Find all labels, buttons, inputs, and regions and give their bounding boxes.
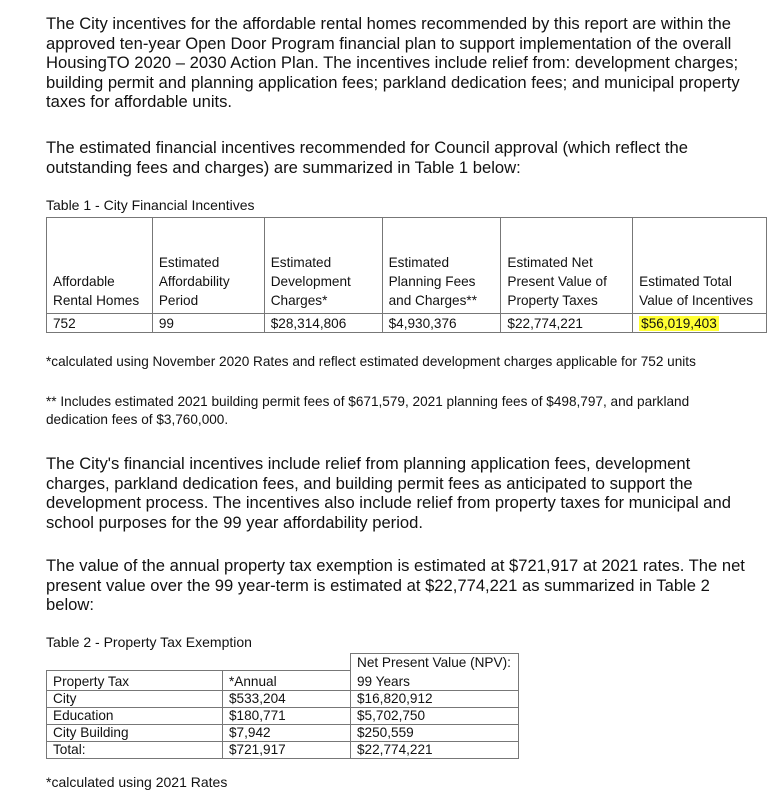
table-row	[47, 708, 519, 725]
header-property-tax: Property Tax	[47, 671, 223, 691]
row-annual: $721,917	[223, 742, 351, 759]
cell-homes: 752	[47, 314, 153, 333]
relief-paragraph: The City's financial incentives include relief from planning application fees, development charges, parkland dedication fees, and building permit fees as anticipated to support the development process. The incentives also include relief from property taxes for municipal and school purposes for the 99 year affordability period.	[46, 454, 731, 532]
header-99-years: 99 Years	[351, 671, 519, 691]
npv-header: Net Present Value (NPV):	[351, 654, 519, 671]
table-row	[47, 314, 767, 333]
row-npv: $22,774,221	[351, 742, 519, 759]
exemption-paragraph: The value of the annual property tax exemption is estimated at $721,917 at 2021 rates. The net present value over the 99 year-term is estimated at $22,774,221 as summarized in Table 2 below:	[46, 556, 745, 615]
table2-footnote: *calculated using 2021 Rates	[46, 774, 228, 790]
header-planning-fees: Estimated Planning Fees and Charges**	[382, 218, 501, 314]
row-label: Total:	[47, 742, 223, 759]
cell-total-value	[633, 314, 767, 333]
row-annual: $7,942	[223, 725, 351, 742]
highlighted-total: $56,019,403	[641, 316, 717, 331]
header-total-value: Estimated Total Value of Incentives	[633, 218, 767, 314]
city-financial-incentives-table	[46, 217, 767, 333]
table-row	[47, 725, 519, 742]
header-development-charges: Estimated Development Charges*	[264, 218, 382, 314]
table2-caption: Table 2 - Property Tax Exemption	[46, 634, 252, 650]
table-row	[47, 742, 519, 759]
property-tax-exemption-table	[46, 653, 519, 759]
row-label: City	[47, 691, 223, 708]
header-affordability-period: Estimated Affordability Period	[152, 218, 264, 314]
row-label: Education	[47, 708, 223, 725]
table1-footnote-2: ** Includes estimated 2021 building permit fees of $671,579, 2021 planning fees of $498,797, and parkland dedication fees of $3,760,000.	[46, 394, 690, 427]
row-label: City Building	[47, 725, 223, 742]
intro-paragraph: The City incentives for the affordable rental homes recommended by this report are within the approved ten-year Open Door Program financial plan to support implementation of the overall HousingTO 2020 – 2030 Action Plan. The incentives include relief from: development charges; building permit and planning application fees; parkland dedication fees; and municipal property taxes for affordable units.	[46, 14, 740, 112]
row-npv: $16,820,912	[351, 691, 519, 708]
cell-net-present-value: $22,774,221	[501, 314, 633, 333]
row-npv: $5,702,750	[351, 708, 519, 725]
row-annual: $533,204	[223, 691, 351, 708]
row-annual: $180,771	[223, 708, 351, 725]
header-affordable-rental-homes: Affordable Rental Homes	[47, 218, 153, 314]
header-net-present-value: Estimated Net Present Value of Property Taxes	[501, 218, 633, 314]
table1-caption: Table 1 - City Financial Incentives	[46, 197, 255, 213]
summary-paragraph: The estimated financial incentives recommended for Council approval (which reflect the outstanding fees and charges) are summarized in Table 1 below:	[46, 138, 688, 177]
row-npv: $250,559	[351, 725, 519, 742]
table1-footnote-1: *calculated using November 2020 Rates and reflect estimated development charges applicable for 752 units	[46, 354, 696, 369]
header-annual: *Annual	[223, 671, 351, 691]
cell-planning-fees: $4,930,376	[382, 314, 501, 333]
table-row	[47, 691, 519, 708]
cell-development-charges: $28,314,806	[264, 314, 382, 333]
cell-period: 99	[152, 314, 264, 333]
